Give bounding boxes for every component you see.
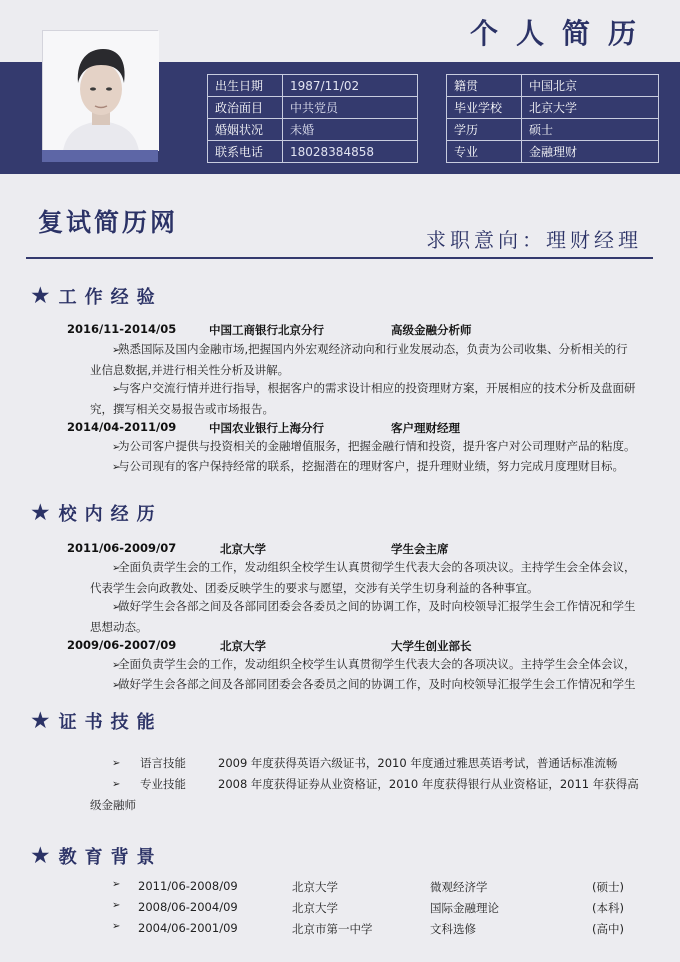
section-title: 校内经历 [58, 504, 163, 525]
info-row [208, 119, 418, 141]
entry-org: 北京大学 [220, 542, 266, 556]
edu-degree: (本科) [592, 901, 624, 915]
edu-degree: (高中) [592, 922, 624, 936]
info-value: 未婚 [283, 119, 418, 141]
info-value: 1987/11/02 [283, 75, 418, 97]
section-header-certs [30, 708, 163, 734]
list-item [90, 457, 660, 478]
arrow-bullet-icon: ➢ [112, 384, 121, 395]
edu-major: 国际金融理论 [430, 901, 499, 915]
document-title: 个人简历 [469, 17, 654, 50]
section-title: 证书技能 [58, 712, 163, 733]
arrow-bullet-icon: ➢ [112, 758, 121, 769]
bullet-text-cont: 究，撰写相关交易报告或市场报告。 [90, 401, 274, 416]
info-row [447, 97, 659, 119]
bullet-text: 与公司现有的客户保持经常的联系，挖掘潜在的理财客户，提升理财业绩，努力完成月度理财目标。 [118, 459, 624, 473]
skill-text: 2008 年度获得证券从业资格证，2010 年度获得银行从业资格证，2011 年获得高 [218, 777, 639, 791]
list-item [90, 558, 660, 598]
info-label: 专业 [447, 141, 522, 163]
info-label: 婚姻状况 [208, 119, 283, 141]
info-row [447, 119, 659, 141]
edu-school: 北京市第一中学 [292, 922, 373, 936]
bullet-text: 为公司客户提供与投资相关的金融增值服务，把握金融行情和投资，提升客户对公司理财产品的粘度。 [118, 439, 636, 453]
list-item [90, 655, 660, 676]
info-label: 联系电话 [208, 141, 283, 163]
entry-org: 中国工商银行北京分行 [209, 323, 324, 337]
arrow-bullet-icon: ➢ [112, 563, 121, 574]
list-item [90, 340, 660, 380]
bullet-text: 做好学生会各部之间及各部同团委会各委员之间的协调工作，及时向校领导汇报学生会工作情况和学生 [118, 599, 636, 613]
section-header-campus [30, 500, 163, 526]
bullet-text-cont: 思想动态。 [90, 619, 148, 634]
skill-text: 2009 年度获得英语六级证书，2010 年度通过雅思英语考试，普通话标准流畅 [218, 756, 618, 770]
arrow-bullet-icon: ➢ [112, 602, 121, 613]
edu-date: 2008/06-2004/09 [138, 900, 238, 914]
entry-role: 客户理财经理 [391, 421, 460, 435]
edu-date: 2004/06-2001/09 [138, 921, 238, 935]
bullet-text-cont: 代表学生会向政教处、团委反映学生的要求与愿望，交涉有关学生切身利益的各种事宜。 [90, 580, 539, 595]
arrow-bullet-icon: ➢ [112, 900, 121, 911]
skill-text-cont: 级金融师 [90, 798, 136, 812]
bullet-text: 与客户交流行情并进行指导，根据客户的需求设计相应的投资理财方案，开展相应的技术分析及盘面研 [118, 381, 636, 395]
edu-school: 北京大学 [292, 880, 338, 894]
skill-label: 专业技能 [140, 777, 186, 791]
bullet-text: 做好学生会各部之间及各部同团委会各委员之间的协调工作，及时向校领导汇报学生会工作情况和学生 [118, 677, 636, 691]
edu-school: 北京大学 [292, 901, 338, 915]
arrow-bullet-icon: ➢ [112, 345, 121, 356]
bullet-text: 熟悉国际及国内金融市场,把握国内外宏观经济动向和行业发展动态，负责为公司收集、分析相关的行 [118, 342, 628, 356]
list-item [90, 753, 660, 774]
entry-date: 2011/06-2009/07 [67, 541, 177, 555]
entry-org: 北京大学 [220, 639, 266, 653]
photo-accent-bar [42, 150, 158, 162]
arrow-bullet-icon: ➢ [112, 779, 121, 790]
brand-name: 复试简历网 [38, 208, 179, 237]
edu-major: 微观经济学 [430, 880, 488, 894]
list-item [90, 597, 660, 637]
personal-info-table-right [446, 74, 659, 163]
info-label: 政治面目 [208, 97, 283, 119]
info-value: 中共党员 [283, 97, 418, 119]
entry-date: 2014/04-2011/09 [67, 420, 177, 434]
info-label: 学历 [447, 119, 522, 141]
table-row [90, 921, 660, 941]
arrow-bullet-icon: ➢ [112, 879, 121, 890]
table-row [90, 879, 660, 899]
section-header-work [30, 283, 163, 309]
edu-major: 文科选修 [430, 922, 476, 936]
star-icon: ★ [30, 499, 51, 526]
info-value: 硕士 [522, 119, 659, 141]
bullet-text-cont: 业信息数据,并进行相关性分析及讲解。 [90, 362, 290, 377]
section-title: 教育背景 [58, 847, 163, 868]
arrow-bullet-icon: ➢ [112, 660, 121, 671]
entry-role: 学生会主席 [391, 542, 449, 556]
entry-role: 高级金融分析师 [391, 323, 472, 337]
job-objective: 求职意向：理财经理 [426, 228, 642, 252]
arrow-bullet-icon: ➢ [112, 680, 121, 691]
info-value: 18028384858 [283, 141, 418, 163]
entry-role: 大学生创业部长 [391, 639, 472, 653]
info-value: 金融理财 [522, 141, 659, 163]
bullet-text: 全面负责学生会的工作，发动组织全校学生认真贯彻学生代表大会的各项决议。主持学生会全体会议， [118, 657, 636, 671]
info-row [208, 141, 418, 163]
section-header-education [30, 843, 163, 869]
objective-divider [26, 257, 653, 259]
info-value: 北京大学 [522, 97, 659, 119]
info-label: 出生日期 [208, 75, 283, 97]
entry-date: 2009/06-2007/09 [67, 638, 177, 652]
section-title: 工作经验 [58, 287, 163, 308]
arrow-bullet-icon: ➢ [112, 462, 121, 473]
star-icon: ★ [30, 282, 51, 309]
info-row [447, 141, 659, 163]
skill-label: 语言技能 [140, 756, 186, 770]
profile-photo [42, 30, 158, 162]
info-label: 毕业学校 [447, 97, 522, 119]
info-row [208, 75, 418, 97]
star-icon: ★ [30, 842, 51, 869]
list-item [90, 675, 660, 696]
info-label: 籍贯 [447, 75, 522, 97]
arrow-bullet-icon: ➢ [112, 921, 121, 932]
personal-info-table-left [207, 74, 418, 163]
entry-date: 2016/11-2014/05 [67, 322, 177, 336]
list-item [90, 774, 660, 816]
info-value: 中国北京 [522, 75, 659, 97]
edu-date: 2011/06-2008/09 [138, 879, 238, 893]
edu-degree: (硕士) [592, 880, 624, 894]
table-row [90, 900, 660, 920]
list-item [90, 437, 660, 458]
arrow-bullet-icon: ➢ [112, 442, 121, 453]
info-row [447, 75, 659, 97]
info-row [208, 97, 418, 119]
star-icon: ★ [30, 707, 51, 734]
portrait-image [43, 31, 159, 151]
entry-org: 中国农业银行上海分行 [209, 421, 324, 435]
list-item [90, 379, 660, 419]
bullet-text: 全面负责学生会的工作，发动组织全校学生认真贯彻学生代表大会的各项决议。主持学生会全体会议， [118, 560, 636, 574]
